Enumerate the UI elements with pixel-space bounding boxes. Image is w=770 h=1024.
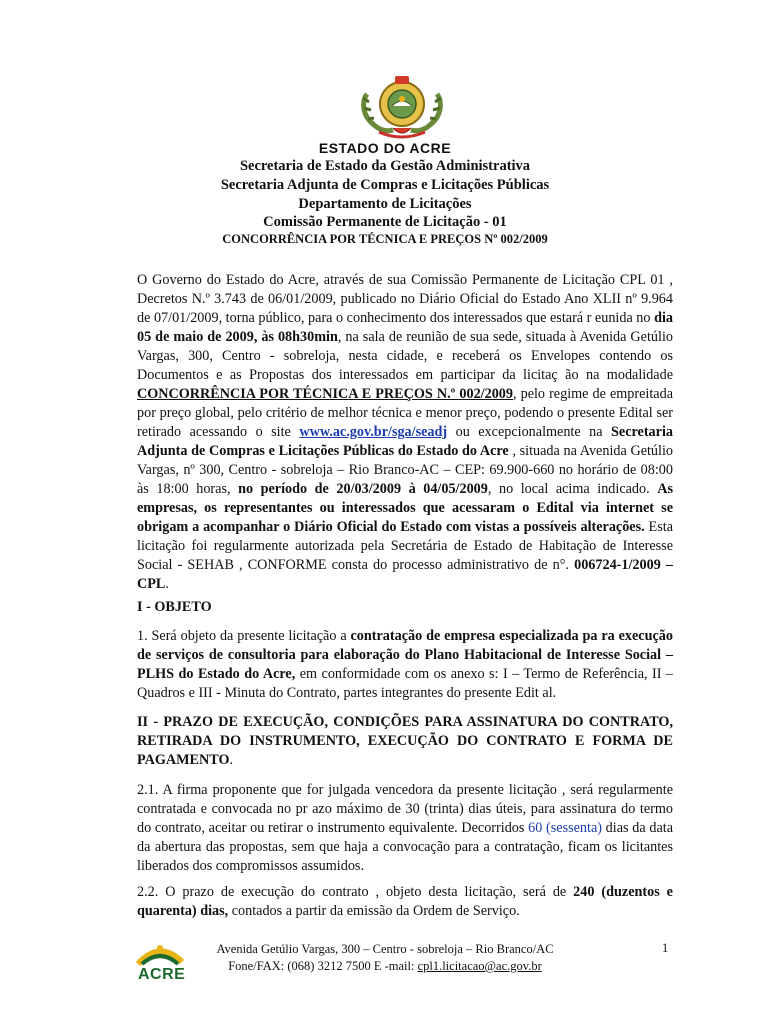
paragraph-2-2: [137, 883, 673, 921]
state-title: ESTADO DO ACRE: [318, 140, 452, 156]
intro-text: Esta licitação foi regularmente autorizada pela Secretária de Estado de Habitação de Interesse Social - SEHAB , CONFORME consta do processo administrativo de n°.: [137, 519, 673, 573]
intro-text: , no local acima indicado.: [487, 481, 658, 497]
secretaria-reference: Secretaria Adjunta de Compras e Licitações Públicas do Estado do Acre: [137, 424, 673, 459]
internet-notice: As empresas, os representantes ou interessados que acessaram o Edital via internet se obrigam a acompanhar o Diário Oficial do Estado com vistas a possíveis alterações.: [137, 481, 673, 535]
intro-text: , situada na Avenida Getúlio Vargas, nº 300, Centro - sobreloja – Rio Branco-AC – CEP: 69.900-660 no horário de 08:00 às 18:00 horas,: [137, 443, 674, 497]
p21-text: dias da data da abertura das propostas, sem que haja a convocação para a contratação, ficam os licitantes liberados dos compromissos assumidos.: [137, 820, 673, 874]
concorrencia-reference: CONCORRÊNCIA POR TÉCNICA E PREÇOS N.º 002/2009: [137, 386, 513, 402]
process-number: 006724-1/2009 – CPL: [137, 557, 673, 592]
footer-phone: Fone/FAX: (068) 3212 7500 E -mail:: [228, 959, 418, 973]
objeto-text: 1. Será objeto da presente licitação a: [137, 628, 351, 644]
section-objeto-title: I - OBJETO: [137, 599, 212, 615]
objeto-bold: contratação de empresa especializada pa ra execução de serviços de consultoria para elaboração do Plano Habitacional de Interesse Social – PLHS do Estado do Acre,: [137, 628, 673, 682]
secretaria-adjunta-title: Secretaria Adjunta de Compras e Licitações Públicas: [220, 177, 550, 193]
session-date: dia 05 de maio de 2009, às 08h30min: [137, 310, 673, 345]
p22-text: contados a partir da emissão da Ordem de Serviço.: [228, 903, 520, 919]
intro-text: , pelo regime de empreitada por preço global, pelo critério de melhor técnica e menor preço, podendo o presente Edital ser retirado acessando o site: [137, 386, 673, 440]
concorrencia-title: CONCORRÊNCIA POR TÉCNICA E PREÇOS Nº 002/2009: [222, 232, 548, 246]
secretaria-title: Secretaria de Estado da Gestão Administrativa: [239, 158, 531, 174]
footer-email-link[interactable]: cpl1.licitacao@ac.gov.br: [417, 959, 542, 973]
paragraph-2-1: [137, 781, 673, 876]
intro-text: , na sala de reunião de sua sede, situada à Avenida Getúlio Vargas, 300, Centro - sobreloja, nesta cidade, e receberá os Envelopes contendo os Documentos e as Propostas dos interessados em participar da licitaç ão na modalidade: [137, 329, 673, 383]
acre-logo-text: ACRE: [138, 966, 186, 983]
footer-address: Avenida Getúlio Vargas, 300 – Centro - sobreloja – Rio Branco/AC: [216, 942, 554, 956]
departamento-title: Departamento de Licitações: [298, 196, 472, 212]
comissao-title: Comissão Permanente de Licitação - 01: [263, 214, 507, 230]
objeto-paragraph: [137, 627, 673, 703]
p22-days: 240 (duzentos e quarenta) dias,: [137, 884, 673, 919]
p22-text: 2.2. O prazo de execução do contrato , objeto desta licitação, será de: [137, 884, 574, 900]
objeto-text: em conformidade com os anexo s: I – Termo de Referência, II – Quadros e III - Minuta do Contrato, partes integrantes do presente Edit al.: [137, 666, 673, 701]
coat-of-arms-emblem: [359, 72, 445, 142]
prazo-title-end: .: [229, 752, 234, 768]
footer-contact: [0, 958, 770, 975]
prazo-title-text: II - PRAZO DE EXECUÇÃO, CONDIÇÕES PARA ASSINATURA DO CONTRATO, RETIRADA DO INSTRUMENTO, EXECUÇÃO DO CONTRATO E FORMA DE PAGAMENTO: [137, 714, 673, 768]
footer: [0, 941, 770, 975]
p21-days-highlight: 60 (sessenta): [528, 820, 602, 836]
intro-text: O Governo do Estado do Acre, através de sua Comissão Permanente de Licitação CPL 01 , Decretos N.º 3.743 de 06/01/2009, publicado no Diário Oficial do Estado Ano XLII nº 9.964 de 07/01/2009, torna público, para o conhecimento dos interessados que estará r eunida no: [137, 272, 673, 326]
intro-text: ou excepcionalmente na: [447, 424, 612, 440]
edital-site-link[interactable]: www.ac.gov.br/sga/seadj: [299, 424, 448, 440]
period-reference: no período de 20/03/2009 à 04/05/2009: [238, 481, 488, 497]
p21-text: 2.1. A firma proponente que for julgada vencedora da presente licitação , será regularmente contratada e convocada no pr azo máximo de 30 (trinta) dias úteis, para assinatura do termo do contrato, aceitar ou retirar o instrumento equivalente. Decorridos: [137, 782, 673, 836]
intro-text: .: [165, 576, 169, 592]
page-number: 1: [662, 941, 669, 955]
intro-paragraph: [137, 271, 673, 594]
section-prazo-title: [137, 713, 673, 770]
